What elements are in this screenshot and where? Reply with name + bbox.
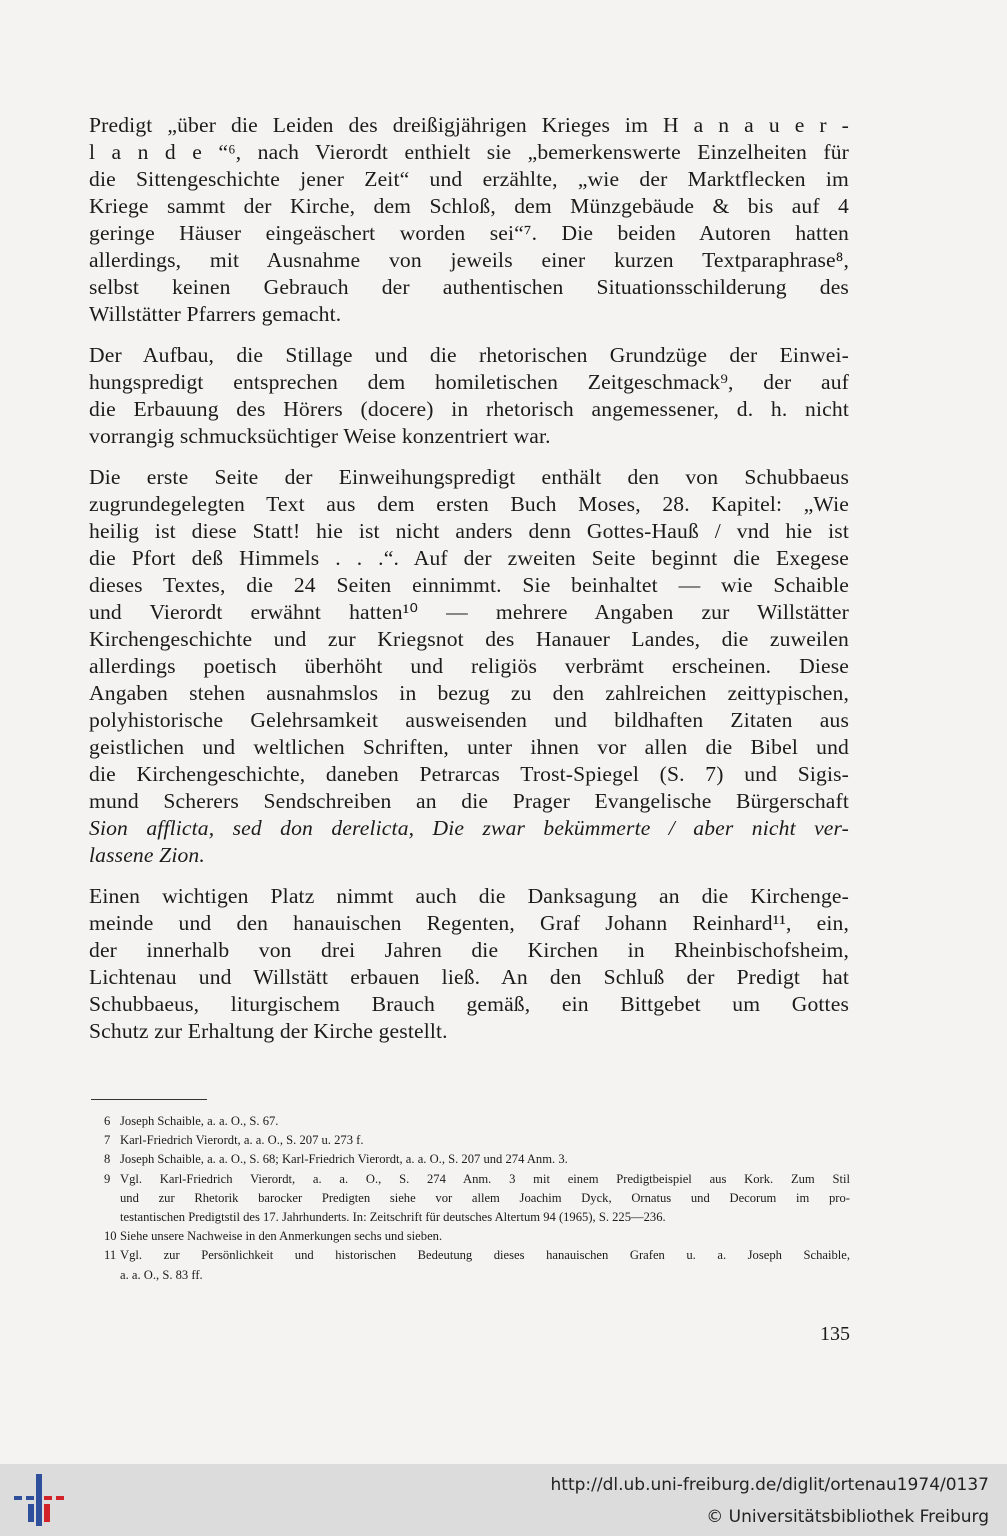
- document-url-link[interactable]: http://dl.ub.uni-freiburg.de/diglit/ortenau1974/0137: [550, 1475, 989, 1495]
- text-line: Schutz zur Erhaltung der Kirche gestellt.: [89, 1019, 448, 1043]
- text-line: die Sittengeschichte jener Zeit“ und erzählte, „wie der Marktflecken im: [89, 167, 849, 191]
- footnote-number: 9: [104, 1171, 111, 1186]
- text-line: allerdings, mit Ausnahme von jeweils einer kurzen Textparaphrase⁸,: [89, 248, 849, 272]
- paragraph-3: [89, 464, 849, 869]
- text-line: Sion afflicta, sed don derelicta, Die zwar bekümmerte / aber nicht ver-: [89, 816, 849, 840]
- footnotes: [104, 1112, 850, 1285]
- text-line: Lichtenau und Willstätt erbauen ließ. An den Schluß der Predigt hat: [89, 965, 849, 989]
- text-line: der innerhalb von drei Jahren die Kirchen in Rheinbischofsheim,: [89, 938, 849, 962]
- text-line: geistlichen und weltlichen Schriften, unter ihnen vor allen die Bibel und: [89, 735, 849, 759]
- footnote: [104, 1112, 850, 1131]
- text-line: meinde und den hanauischen Regenten, Graf Johann Reinhard¹¹, ein,: [89, 911, 849, 935]
- text-line: Die erste Seite der Einweihungspredigt enthält den von Schubbaeus: [89, 465, 849, 489]
- footnote-text: a. a. O., S. 83 ff.: [120, 1267, 203, 1282]
- text-line: die Kirchengeschichte, daneben Petrarcas Trost-Spiegel (S. 7) und Sigis-: [89, 762, 849, 786]
- text-line: die Pfort deß Himmels . . .“. Auf der zweiten Seite beginnt die Exegese: [89, 546, 849, 570]
- footnote: [104, 1131, 850, 1150]
- footnote: [104, 1170, 850, 1228]
- text-line: zugrundegelegten Text aus dem ersten Buch Moses, 28. Kapitel: „Wie: [89, 492, 849, 516]
- text-line: Einen wichtigen Platz nimmt auch die Danksagung an die Kirchenge-: [89, 884, 849, 908]
- paragraph-4: [89, 883, 849, 1045]
- footnote-number: 6: [104, 1114, 111, 1128]
- footnote-text: Joseph Schaible, a. a. O., S. 68; Karl-Friedrich Vierordt, a. a. O., S. 207 und 274 Anm. 3.: [120, 1152, 568, 1167]
- page-number: 135: [820, 1323, 850, 1345]
- footnote-text: Vgl. zur Persönlichkeit und historischen Bedeutung dieses hanauischen Grafen u. a. Joseph Schaible,: [120, 1248, 850, 1263]
- text-line: dieses Textes, die 24 Seiten einnimmt. Sie beinhaltet — wie Schaible: [89, 573, 849, 597]
- paragraph-1: [89, 112, 849, 328]
- text-line: selbst keinen Gebrauch der authentischen Situationsschilderung des: [89, 275, 849, 299]
- text-line: geringe Häuser eingeäschert worden sei“⁷. Die beiden Autoren hatten: [89, 221, 849, 245]
- text-line: polyhistorische Gelehrsamkeit ausweisenden und bildhaften Zitaten aus: [89, 708, 849, 732]
- text-line: heilig ist diese Statt! hie ist nicht anders denn Gottes-Hauß / vnd hie ist: [89, 519, 849, 543]
- copyright-notice: © Universitätsbibliothek Freiburg: [706, 1507, 989, 1527]
- footnote-number: 8: [104, 1152, 111, 1167]
- text-line: und Vierordt erwähnt hatten¹⁰ — mehrere Angaben zur Willstätter: [89, 600, 849, 624]
- paragraph-2: [89, 342, 849, 450]
- footnote-text: Siehe unsere Nachweise in den Anmerkungen sechs und sieben.: [120, 1229, 443, 1244]
- text-line: Schubbaeus, liturgischem Brauch gemäß, ein Bittgebet um Gottes: [89, 992, 849, 1016]
- footnote: [104, 1150, 850, 1169]
- text-line: Predigt „über die Leiden des dreißigjährigen Krieges im H a n a u e r -: [89, 113, 849, 137]
- library-logo-icon[interactable]: [14, 1474, 64, 1526]
- text-line: hungspredigt entsprechen dem homiletischen Zeitgeschmack⁹, der auf: [89, 370, 849, 394]
- text-line: Kriege sammt der Kirche, dem Schloß, dem Münzgebäude & bis auf 4: [89, 194, 849, 218]
- footnote-number: 7: [104, 1133, 111, 1148]
- footnote-text: Karl-Friedrich Vierordt, a. a. O., S. 207 u. 273 f.: [120, 1133, 364, 1148]
- text-line: l a n d e “⁶, nach Vierordt enthielt sie „bemerkenswerte Einzelheiten für: [89, 140, 849, 164]
- footnote-text: testantischen Predigtstil des 17. Jahrhunderts. In: Zeitschrift für deutsches Altertum 94 (1965), S. 225—236.: [120, 1210, 666, 1225]
- footnote-text: Vgl. Karl-Friedrich Vierordt, a. a. O., S. 274 Anm. 3 mit einem Predigtbeispiel aus Kork. Zum Stil: [120, 1171, 850, 1186]
- text-line: die Erbauung des Hörers (docere) in rhetorisch angemessener, d. h. nicht: [89, 397, 849, 421]
- text-line: vorrangig schmucksüchtiger Weise konzentriert war.: [89, 424, 551, 448]
- viewer-footer: [0, 1464, 1007, 1536]
- footnote-text: und zur Rhetorik barocker Predigten siehe vor allem Joachim Dyck, Ornatus und Decorum im pro-: [120, 1190, 850, 1205]
- body-text: [89, 112, 849, 1059]
- footnote: [104, 1246, 850, 1284]
- footnote-number: 11: [104, 1248, 117, 1263]
- text-line: Kirchengeschichte und zur Kriegsnot des Hanauer Landes, die zuweilen: [89, 627, 849, 651]
- footnote-separator: [91, 1099, 207, 1100]
- text-line: Willstätter Pfarrers gemacht.: [89, 302, 342, 326]
- text-line: Angaben stehen ausnahmslos in bezug zu den zahlreichen zeittypischen,: [89, 681, 849, 705]
- text-line: lassene Zion.: [89, 843, 205, 867]
- footnote: [104, 1227, 850, 1246]
- text-line: allerdings poetisch überhöht und religiös verbrämt erscheinen. Diese: [89, 654, 849, 678]
- text-line: mund Scherers Sendschreiben an die Prager Evangelische Bürgerschaft: [89, 789, 849, 813]
- text-line: Der Aufbau, die Stillage und die rhetorischen Grundzüge der Einwei-: [89, 343, 849, 367]
- footnote-text: Joseph Schaible, a. a. O., S. 67.: [120, 1114, 279, 1128]
- footnote-number: 10: [104, 1229, 117, 1244]
